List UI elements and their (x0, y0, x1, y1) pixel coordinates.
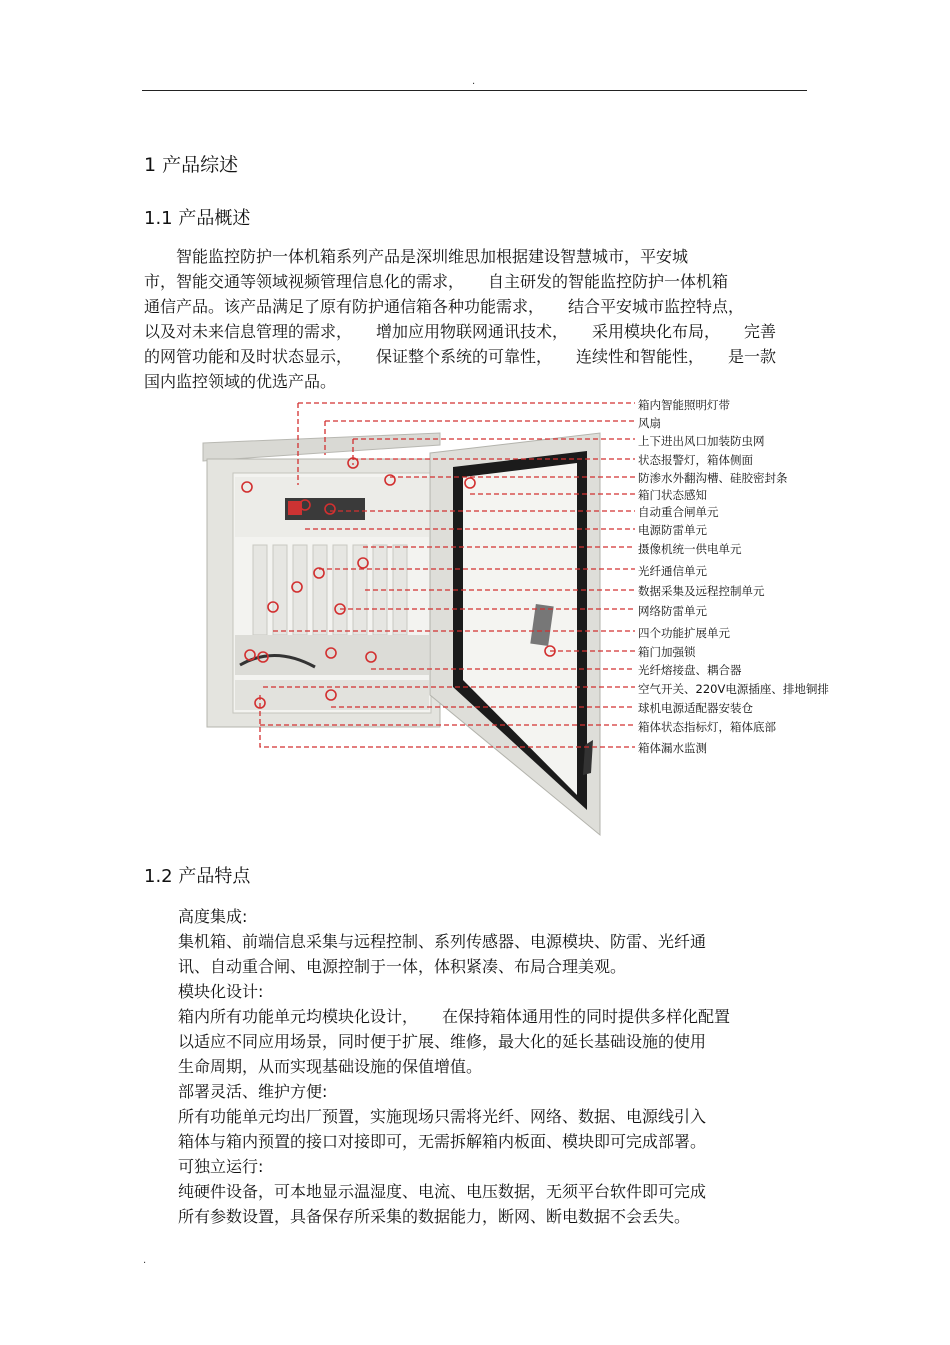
feature-text: 以适应不同应用场景，同时便于扩展、维修，最大化的延长基础设施的使用 (178, 1032, 707, 1051)
header-dot: . (472, 76, 476, 87)
figure-label: 光纤熔接盘、耦合器 (638, 663, 742, 677)
overview-line: 市，智能交通等领域视频管理信息化的需求， 自主研发的智能监控防护一体机箱 (144, 272, 729, 291)
figure-label: 箱内智能照明灯带 (638, 398, 730, 412)
feature-text: 生命周期，从而实现基础设施的保值增值。 (178, 1057, 483, 1076)
figure-label: 自动重合闸单元 (638, 505, 719, 519)
figure-label: 球机电源适配器安装仓 (638, 701, 753, 715)
overview-line: 以及对未来信息管理的需求， 增加应用物联网通讯技术， 采用模块化布局， 完善 (144, 322, 777, 341)
section-heading-1: 1 产品综述 (144, 154, 239, 176)
feature-heading: 部署灵活、维护方便: (178, 1082, 328, 1101)
figure-label: 光纤通信单元 (638, 564, 707, 578)
overview-line: 通信产品。该产品满足了原有防护通信箱各种功能需求， 结合平安城市监控特点， (144, 297, 745, 316)
figure-label: 箱门状态感知 (638, 488, 707, 502)
feature-text: 所有参数设置，具备保存所采集的数据能力，断网、断电数据不会丢失。 (178, 1207, 691, 1226)
section-heading-1-2: 1.2 产品特点 (144, 866, 251, 887)
footer-dot: . (143, 1255, 147, 1266)
feature-text: 所有功能单元均出厂预置，实施现场只需将光纤、网络、数据、电源线引入 (178, 1107, 707, 1126)
figure-label: 风扇 (638, 416, 661, 430)
feature-heading: 高度集成: (178, 907, 248, 926)
figure-label: 四个功能扩展单元 (638, 626, 730, 640)
figure-label: 上下进出风口加装防虫网 (638, 434, 765, 448)
figure-label: 防渗水外翻沟槽、硅胶密封条 (638, 471, 788, 485)
figure-label: 箱体状态指标灯，箱体底部 (638, 720, 776, 734)
section-heading-1-1: 1.1 产品概述 (144, 208, 251, 229)
feature-heading: 模块化设计: (178, 982, 264, 1001)
feature-heading: 可独立运行: (178, 1157, 264, 1176)
figure-label: 网络防雷单元 (638, 604, 707, 618)
figure-label: 箱门加强锁 (638, 645, 696, 659)
figure-label: 电源防雷单元 (638, 523, 707, 537)
figure-label: 状态报警灯，箱体侧面 (638, 453, 753, 467)
overview-line: 的网管功能和及时状态显示， 保证整个系统的可靠性， 连续性和智能性， 是一款 (144, 347, 777, 366)
feature-text: 箱体与箱内预置的接口对接即可，无需拆解箱内板面、模块即可完成部署。 (178, 1132, 707, 1151)
figure-label: 箱体漏水监测 (638, 741, 707, 755)
figure-label: 摄像机统一供电单元 (638, 542, 742, 556)
feature-text: 讯、自动重合闸、电源控制于一体，体积紧凑、布局合理美观。 (178, 957, 627, 976)
feature-text: 集机箱、前端信息采集与远程控制、系列传感器、电源模块、防雷、光纤通 (178, 932, 707, 951)
header-rule (142, 90, 807, 91)
cabinet-figure (195, 395, 845, 840)
overview-line: 国内监控领域的优选产品。 (144, 372, 337, 391)
overview-line: 智能监控防护一体机箱系列产品是深圳维思加根据建设智慧城市，平安城 (144, 247, 689, 266)
feature-text: 纯硬件设备，可本地显示温湿度、电流、电压数据，无须平台软件即可完成 (178, 1182, 707, 1201)
feature-text: 箱内所有功能单元均模块化设计， 在保持箱体通用性的同时提供多样化配置 (178, 1007, 731, 1026)
figure-label: 数据采集及远程控制单元 (638, 584, 765, 598)
figure-label: 空气开关、220V电源插座、排地铜排 (638, 682, 829, 696)
